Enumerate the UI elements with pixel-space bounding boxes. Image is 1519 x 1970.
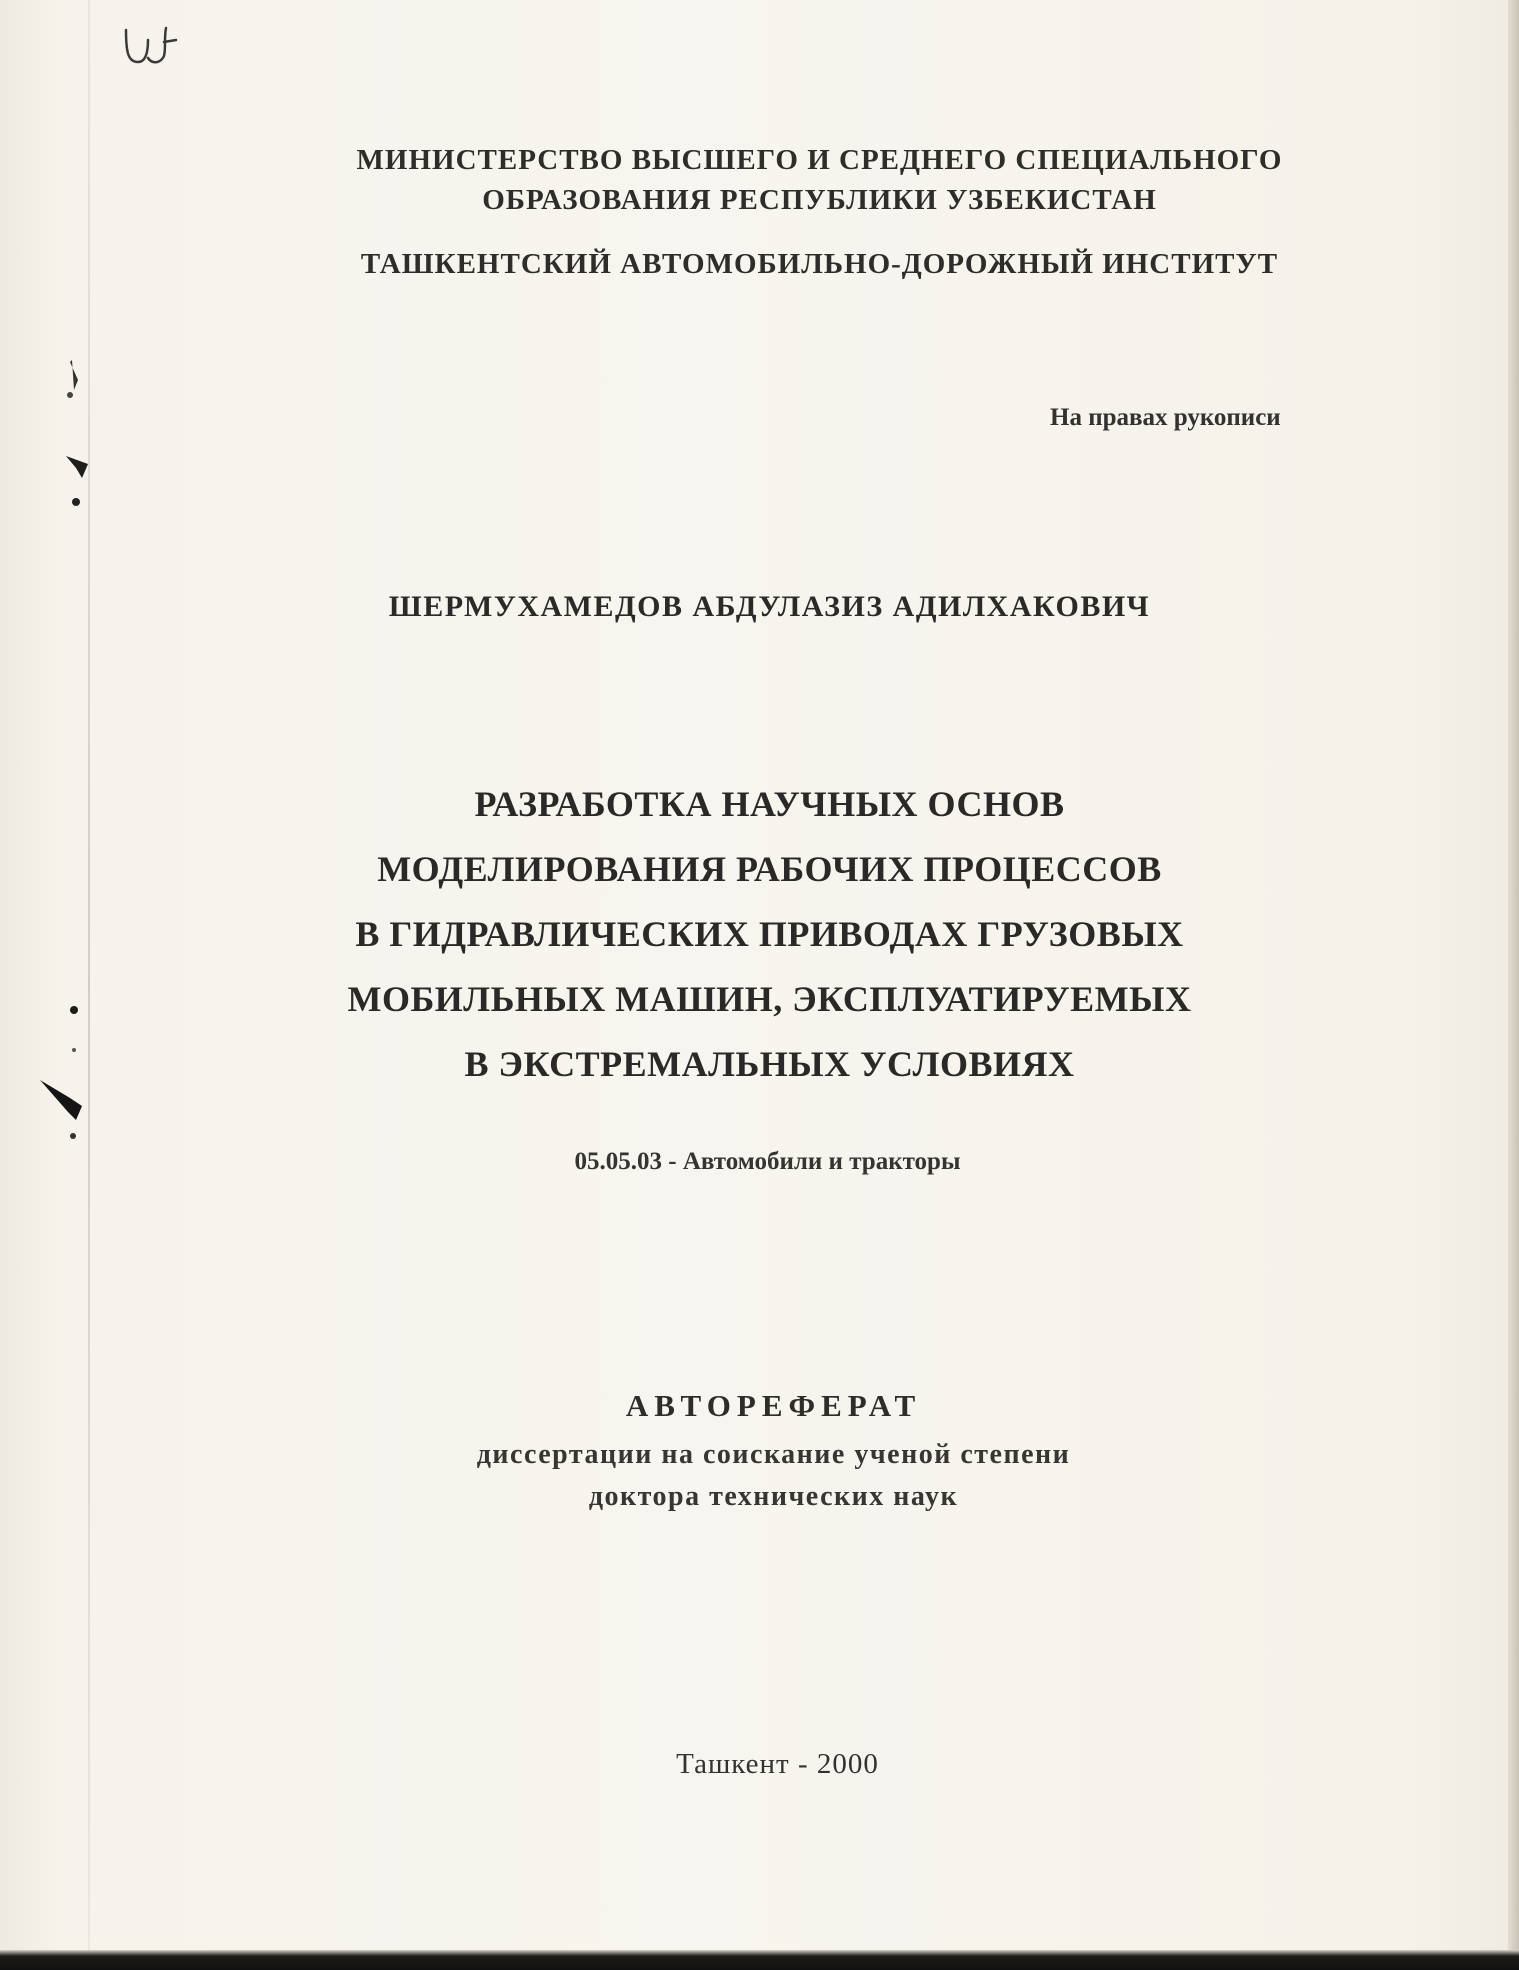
author-name: ШЕРМУХАМЕДОВ АБДУЛАЗИЗ АДИЛХАКОВИЧ (388, 590, 1151, 623)
dissertation-title (10, 772, 1519, 1097)
title-line-2: МОДЕЛИРОВАНИЯ РАБОЧИХ ПРОЦЕССОВ (377, 849, 1162, 889)
abstract-description (14, 1434, 1519, 1518)
title-line-1: РАЗРАБОТКА НАУЧНЫХ ОСНОВ (474, 784, 1065, 824)
specialty-code: 05.05.03 - Автомобили и тракторы (574, 1148, 961, 1175)
scan-right-edge (1508, 0, 1519, 1970)
ministry-line-1: МИНИСТЕРСТВО ВЫСШЕГО И СРЕДНЕГО СПЕЦИАЛЬНОГО (356, 144, 1283, 176)
scan-bottom-edge (0, 1950, 1519, 1970)
handwritten-mark-icon (120, 22, 180, 72)
institute-name: ТАШКЕНТСКИЙ АВТОМОБИЛЬНО-ДОРОЖНЫЙ ИНСТИТУТ (360, 248, 1279, 280)
manuscript-rights: На правах рукописи (1050, 404, 1281, 431)
abstract-line-1: диссертации на соискание ученой степени (476, 1439, 1071, 1470)
place-year: Ташкент - 2000 (676, 1748, 879, 1780)
ministry-header (60, 140, 1519, 220)
title-line-4: МОБИЛЬНЫХ МАШИН, ЭКСПЛУАТИРУЕМЫХ (347, 979, 1192, 1019)
abstract-line-2: доктора технических наук (588, 1481, 959, 1512)
title-line-3: В ГИДРАВЛИЧЕСКИХ ПРИВОДАХ ГРУЗОВЫХ (355, 914, 1184, 954)
ministry-line-2: ОБРАЗОВАНИЯ РЕСПУБЛИКИ УЗБЕКИСТАН (482, 184, 1157, 216)
title-line-5: В ЭКСТРЕМАЛЬНЫХ УСЛОВИЯХ (464, 1044, 1075, 1084)
abstract-heading: АВТОРЕФЕРАТ (625, 1388, 922, 1423)
